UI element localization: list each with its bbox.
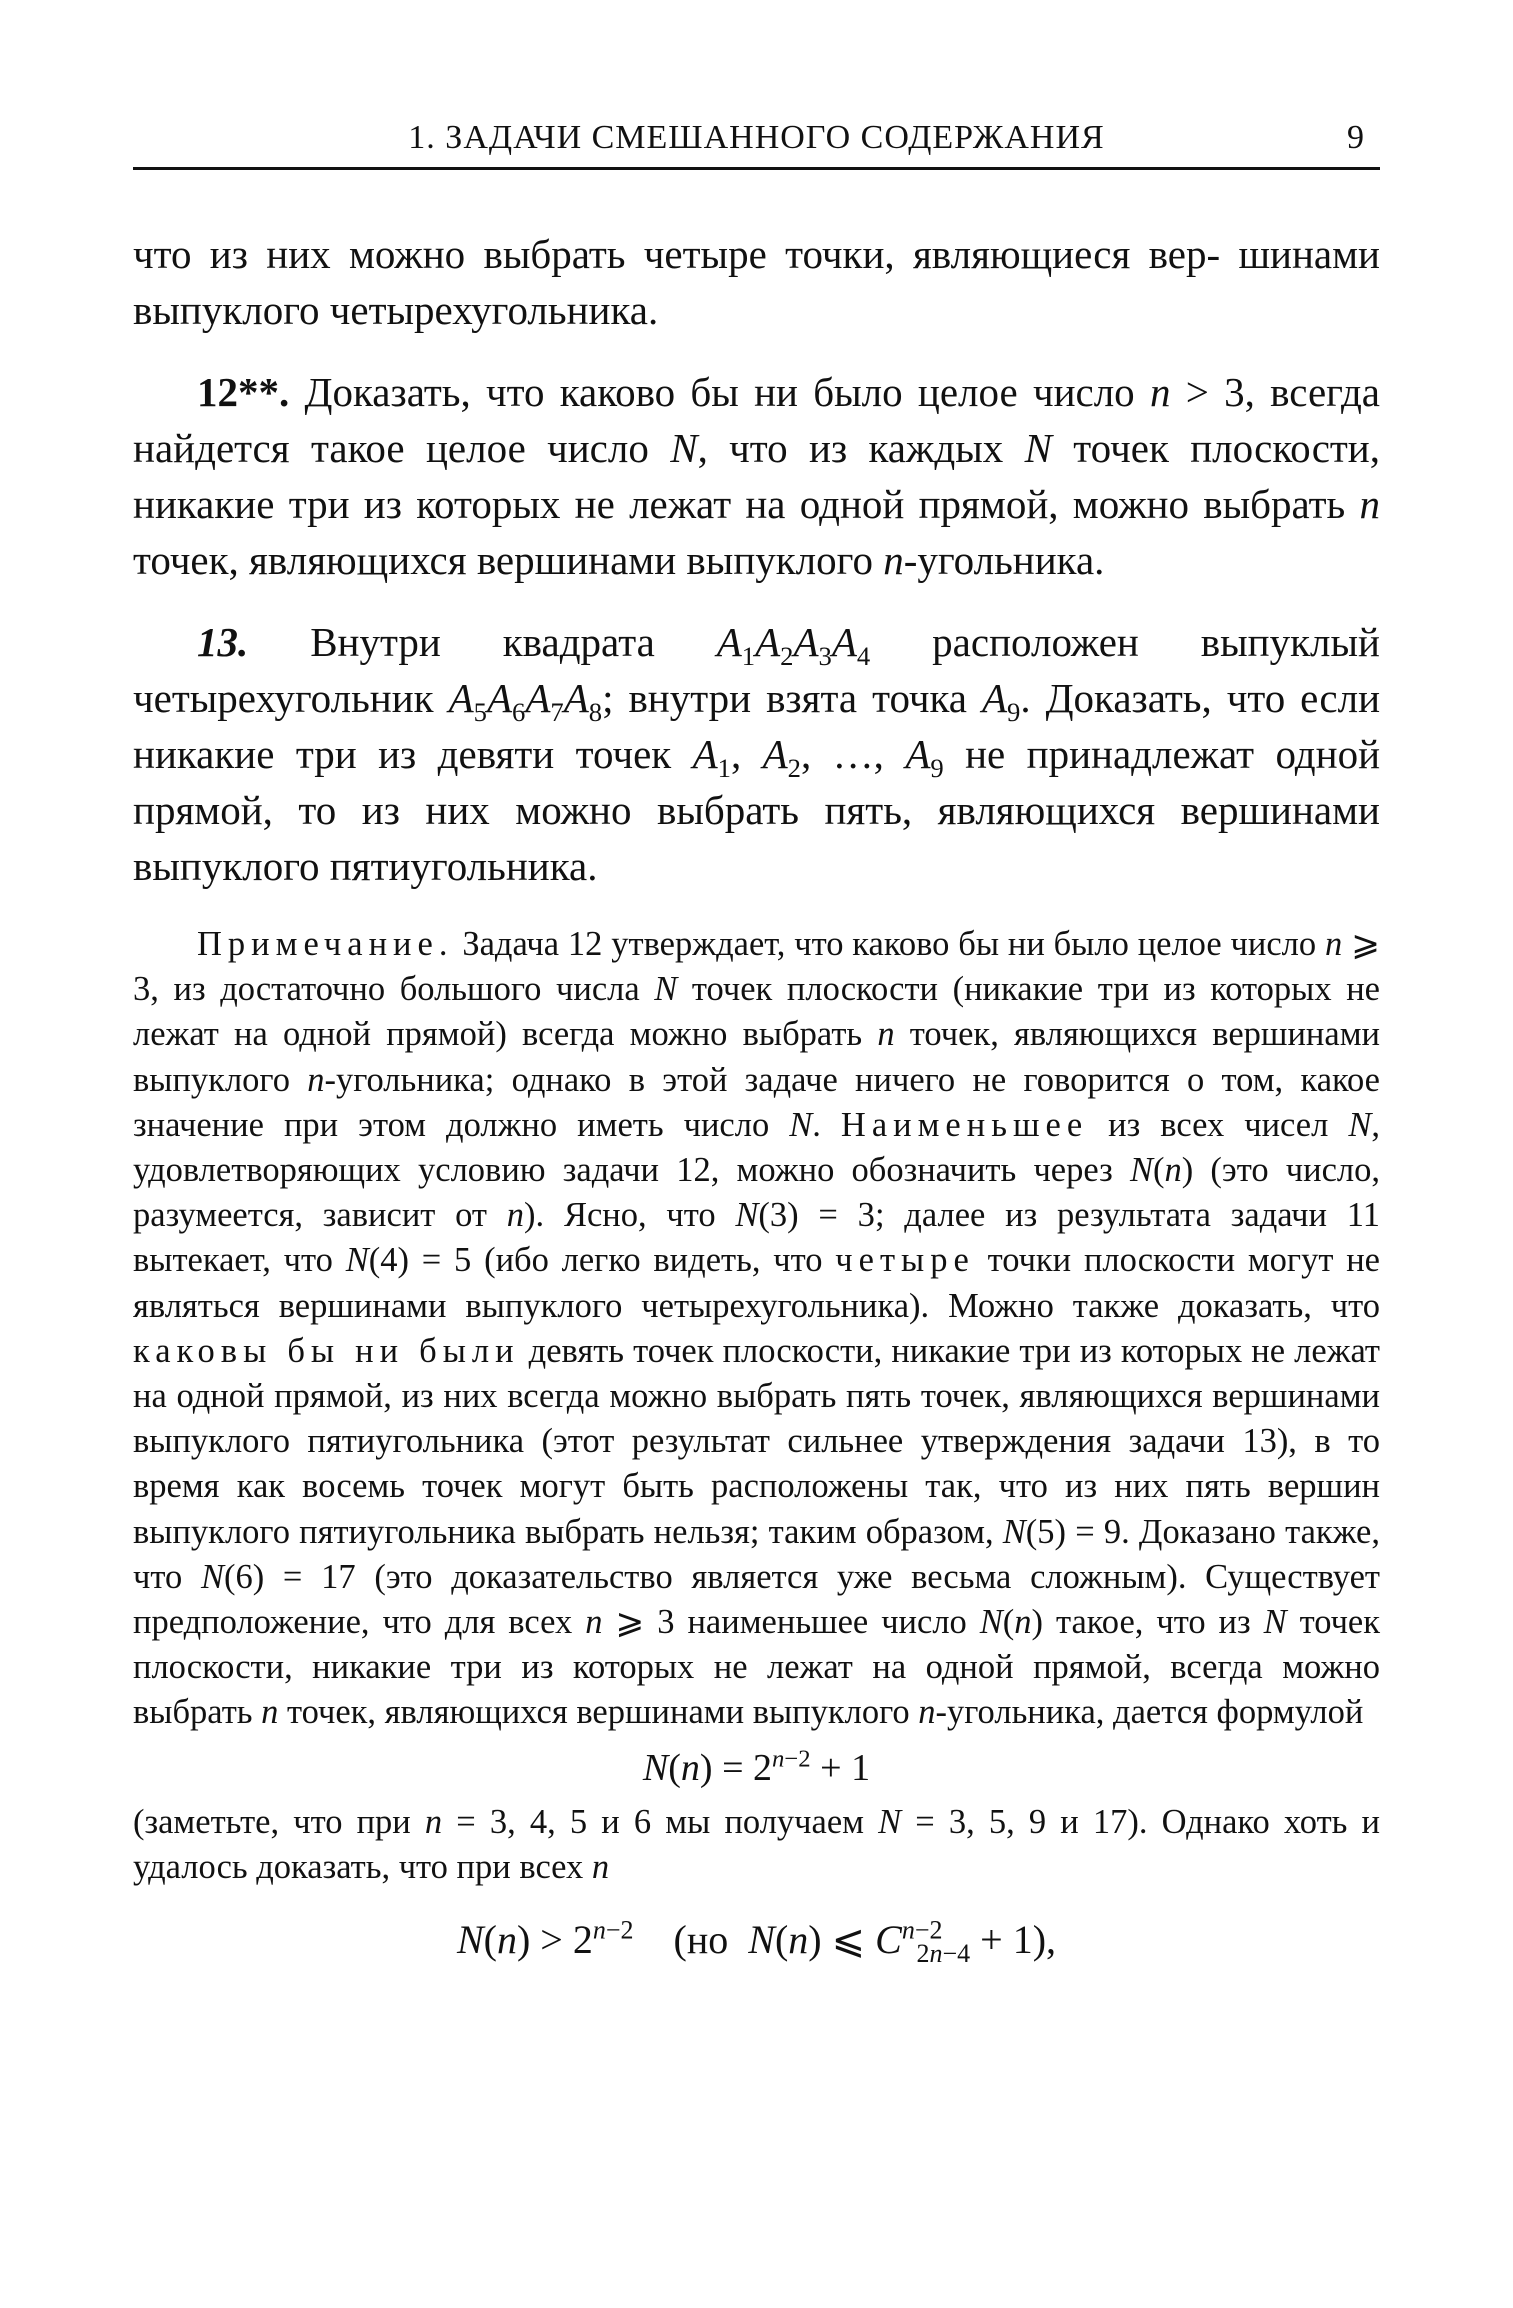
remark-section <box>133 922 1381 1969</box>
chapter-title: 1. ЗАДАЧИ СМЕШАННОГО СОДЕРЖАНИЯ <box>408 119 1105 156</box>
page-body <box>133 226 1381 1969</box>
running-header <box>133 117 1380 173</box>
problem-number: 13. <box>197 619 249 665</box>
problem-12: 12**. Доказать, что каково бы ни было целое число n > 3, всегда найдется такое целое число N, что из каждых N точек плоскости, никакие три из которых не лежат на одной прямой, можно выбрать n точек, являющихся вершинами выпуклого n-угольника. <box>133 369 1381 583</box>
problem-number: 12**. <box>197 369 290 415</box>
remark-label: Примечание. <box>197 925 454 963</box>
continuation-paragraph: что из них можно выбрать четыре точки, являющиеся вер- шинами выпуклого четырехугольника. <box>133 231 1380 333</box>
formula-conjecture: $N(n) = 2^{n-2} + 1$ <box>642 1745 871 1789</box>
remark-paragraph-2: (заметьте, что при n = 3, 4, 5 и 6 мы получаем N = 3, 5, 9 и 17). Однако хоть и удалось доказать, что при всех n <box>133 1802 1380 1886</box>
problem-13: 13. Внутри квадрата $A_1A_2A_3A_4$ расположен выпуклый четырехугольник $A_5A_6A_7A_8$; внутри взята точка $A_9$. Доказать, что если никакие три из девяти точек $A_1$, $A_2$, …, $A_9$ не принадлежат одной прямой, то из них можно выбрать пять, являющихся вершинами выпуклого пятиугольника. <box>133 619 1381 889</box>
header-rule <box>133 167 1380 170</box>
remark-paragraph-1: Примечание. Задача 12 утверждает, что каково бы ни было целое число n ⩾ 3, из достаточно большого числа N точек плоскости (никакие три из которых не лежат на одной прямой) всегда можно выбрать n точек, являющихся вершинами выпуклого n-угольника; однако в этой задаче ничего не говорится о том, какое значение при этом должно иметь число N. Наименьшее из всех чисел N, удовлетворяющих условию задачи 12, можно обозначить через N(n) (это число, разумеется, зависит от n). Ясно, что N(3) = 3; далее из результата задачи 11 вытекает, что N(4) = 5 (ибо легко видеть, что четыре точки плоскости могут не являться вершинами выпуклого четырехугольника). Можно также доказать, что каковы бы ни были девять точек плоскости, никакие три из которых не лежат на одной прямой, из них всегда можно выбрать пять точек, являющихся вершинами выпуклого пятиугольника (этот результат сильнее утверждения задачи 13), в то время как восемь точек могут быть расположены так, что из них пять вершин выпуклого пятиугольника выбрать нельзя; таким образом, N(5) = 9. Доказано также, что N(6) = 17 (это доказательство является уже весьма сложным). Существует предположение, что для всех n ⩾ 3 наименьшее число N(n) такое, что из N точек плоскости, никакие три из которых не лежат на одной прямой, всегда можно выбрать n точек, являющихся вершинами выпуклого n-угольника, дается формулой <box>133 925 1381 1732</box>
formula-bounds: $N(n) > 2^{n-2}$ (но N(n) ⩽ $C^{n-2}_{2n-4} + 1$), <box>456 1915 1057 1969</box>
page-number: 9 <box>1347 119 1364 156</box>
